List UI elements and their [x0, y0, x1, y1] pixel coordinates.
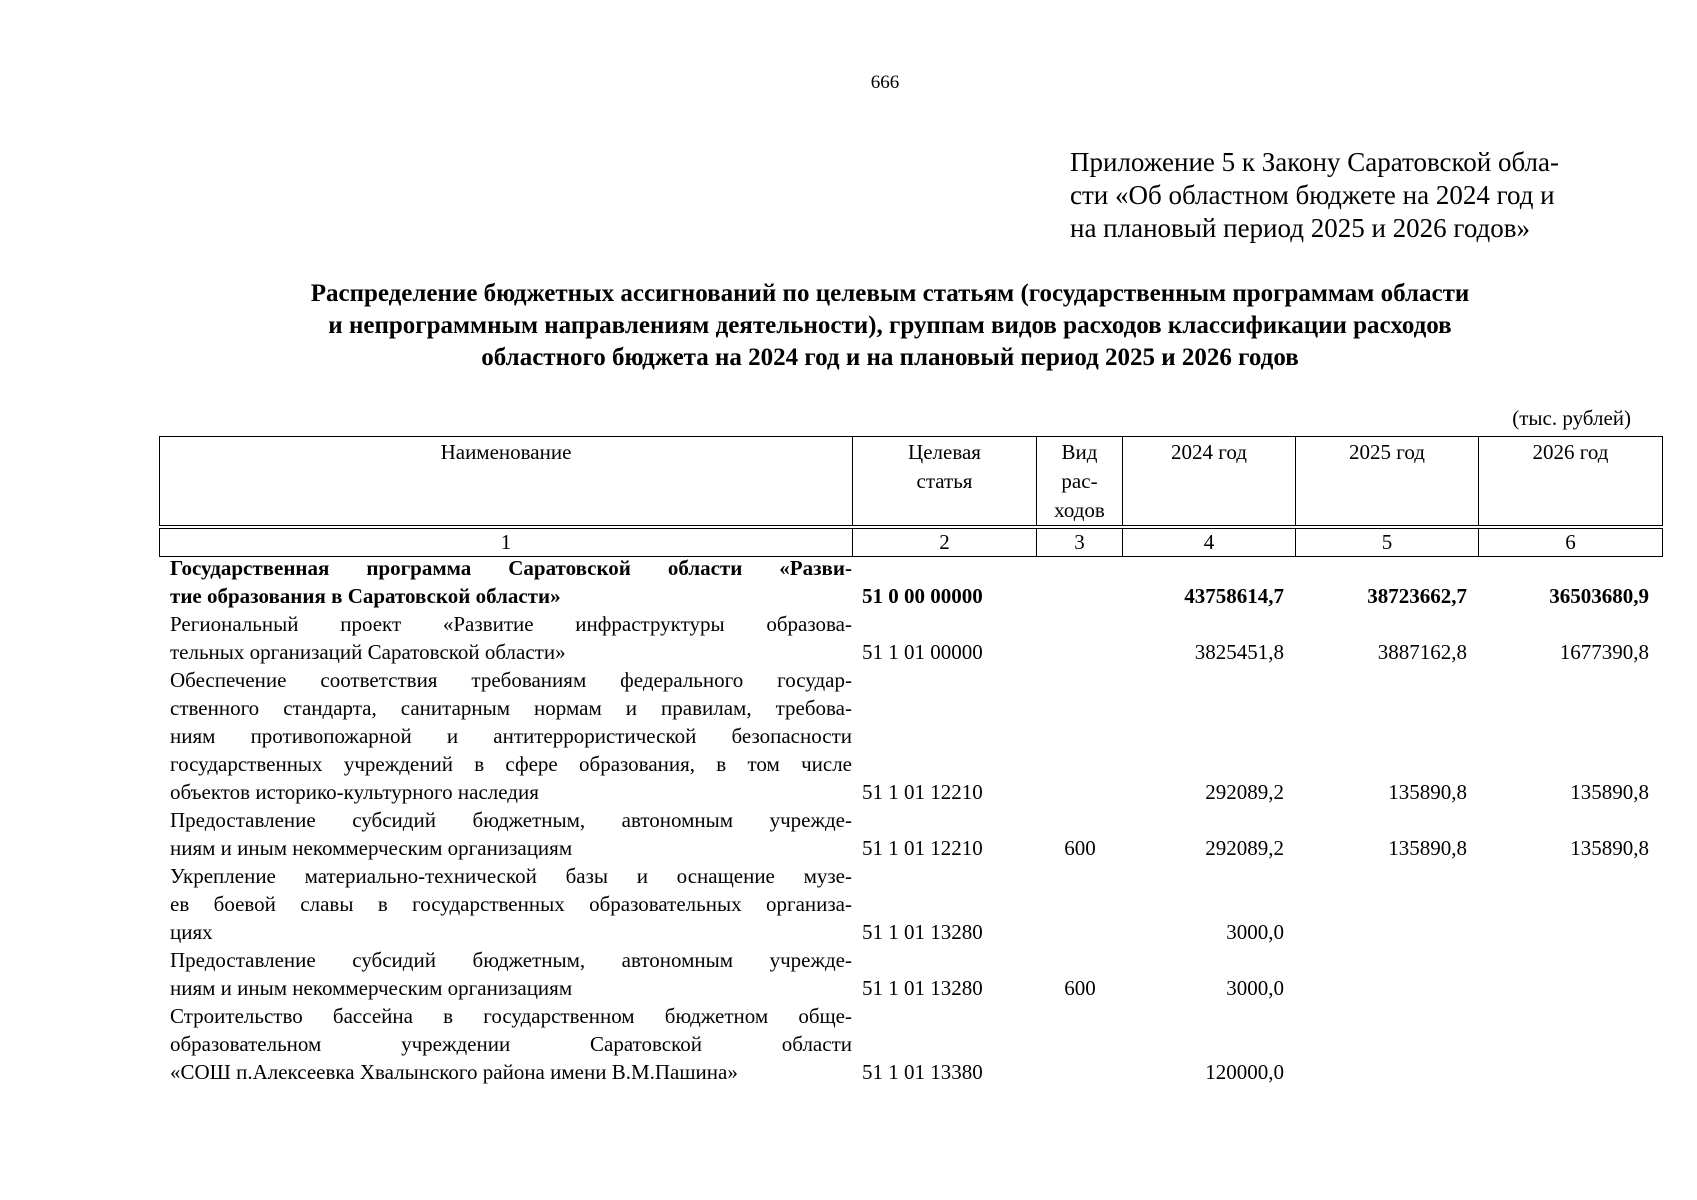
row-name-line: ниям противопожарной и антитеррористической безопасности — [170, 724, 852, 748]
title-line: и непрограммным направлениям деятельности), группам видов расходов классификации расходов — [328, 312, 1452, 339]
row-value-2024: 120000,0 — [1205, 1060, 1284, 1084]
row-value-2025: 3887162,8 — [1377, 640, 1467, 664]
row-value-2025: 135890,8 — [1388, 836, 1467, 860]
row-name-line: Строительство бассейна в государственном бюджетном обще- — [170, 1004, 852, 1028]
row-vid: 600 — [1064, 836, 1096, 860]
row-name-line: Предоставление субсидий бюджетным, автономным учрежде- — [170, 808, 852, 832]
header-2025: 2025 год — [1296, 437, 1479, 526]
row-value-2024: 3000,0 — [1226, 976, 1284, 1000]
table-row — [159, 862, 1662, 946]
row-value-2026: 135890,8 — [1570, 780, 1649, 804]
row-name-line: объектов историко-культурного наследия — [170, 780, 539, 804]
col-number: 3 — [1037, 529, 1123, 557]
header-vid: Вид рас- ходов — [1037, 437, 1123, 526]
row-name-line: Обеспечение соответствия требованиям федерального государ- — [170, 668, 852, 692]
row-vid: 600 — [1064, 976, 1096, 1000]
row-value-2025: 38723662,7 — [1367, 584, 1467, 608]
table-row — [159, 554, 1662, 610]
col-number: 1 — [160, 529, 853, 557]
row-value-2025: 135890,8 — [1388, 780, 1467, 804]
row-code: 51 1 01 13280 — [862, 976, 983, 1000]
document-title — [160, 278, 1620, 374]
units-label: (тыс. рублей) — [1512, 406, 1631, 430]
row-name-line: Региональный проект «Развитие инфраструктуры образова- — [170, 612, 852, 636]
row-name-line: ниям и иным некоммерческим организациям — [170, 976, 573, 1000]
header-2026: 2026 год — [1479, 437, 1663, 526]
row-code: 51 1 01 12210 — [862, 836, 983, 860]
row-name-line: «СОШ п.Алексеевка Хвалынского района имени В.М.Пашина» — [170, 1060, 738, 1084]
table-row — [159, 1002, 1662, 1086]
row-code: 51 1 01 13380 — [862, 1060, 983, 1084]
row-value-2024: 3825451,8 — [1194, 640, 1284, 664]
row-name — [159, 610, 852, 666]
table-header — [159, 436, 1663, 557]
title-line: Распределение бюджетных ассигнований по целевым статьям (государственным программам области — [310, 280, 1470, 307]
row-name — [159, 862, 852, 946]
appendix-line: сти «Об областном бюджете на 2024 год и — [1070, 180, 1555, 210]
row-name — [159, 554, 852, 610]
title-line: областного бюджета на 2024 год и на плановый период 2025 и 2026 годов — [481, 344, 1299, 371]
row-value-2024: 3000,0 — [1226, 920, 1284, 944]
row-name — [159, 666, 852, 806]
table-row — [159, 806, 1662, 862]
row-name-line: ев боевой славы в государственных образовательных организа- — [170, 892, 852, 916]
col-number: 5 — [1296, 529, 1479, 557]
row-value-2026: 1677390,8 — [1559, 640, 1649, 664]
row-code: 51 1 01 13280 — [862, 920, 983, 944]
col-number: 6 — [1479, 529, 1663, 557]
appendix-line: на плановый период 2025 и 2026 годов» — [1070, 213, 1531, 243]
header-code: Целевая статья — [853, 437, 1037, 526]
row-name-line: ниям и иным некоммерческим организациям — [170, 836, 573, 860]
row-name-line: образовательном учреждении Саратовской области — [170, 1032, 852, 1056]
row-name-line: Государственная программа Саратовской области «Разви- — [170, 556, 852, 580]
row-value-2024: 43758614,7 — [1184, 584, 1284, 608]
col-number: 2 — [853, 529, 1037, 557]
row-code: 51 1 01 00000 — [862, 640, 983, 664]
row-value-2024: 292089,2 — [1205, 836, 1284, 860]
row-value-2024: 292089,2 — [1205, 780, 1284, 804]
table-row — [159, 946, 1662, 1002]
row-name-line: государственных учреждений в сфере образования, в том числе — [170, 752, 852, 776]
row-value-2026: 36503680,9 — [1549, 584, 1649, 608]
row-name-line: циях — [170, 920, 213, 944]
appendix-note — [1070, 146, 1630, 245]
appendix-line: Приложение 5 к Закону Саратовской обла- — [1070, 147, 1559, 177]
row-name — [159, 1002, 852, 1086]
row-name-line: тие образования в Саратовской области» — [170, 584, 561, 608]
row-name — [159, 946, 852, 1002]
row-name-line: Предоставление субсидий бюджетным, автономным учрежде- — [170, 948, 852, 972]
page-number: 666 — [870, 72, 900, 93]
col-number: 4 — [1123, 529, 1296, 557]
table-row — [159, 610, 1662, 666]
row-name — [159, 806, 852, 862]
row-name-line: ственного стандарта, санитарным нормам и правилам, требова- — [170, 696, 852, 720]
row-name-line: тельных организаций Саратовской области» — [170, 640, 566, 664]
row-value-2026: 135890,8 — [1570, 836, 1649, 860]
table-body — [159, 554, 1662, 1086]
header-name: Наименование — [160, 437, 853, 526]
row-name-line: Укрепление материально-технической базы и оснащение музе- — [170, 864, 852, 888]
row-code: 51 0 00 00000 — [862, 584, 983, 608]
table-row — [159, 666, 1662, 806]
row-code: 51 1 01 12210 — [862, 780, 983, 804]
header-2024: 2024 год — [1123, 437, 1296, 526]
